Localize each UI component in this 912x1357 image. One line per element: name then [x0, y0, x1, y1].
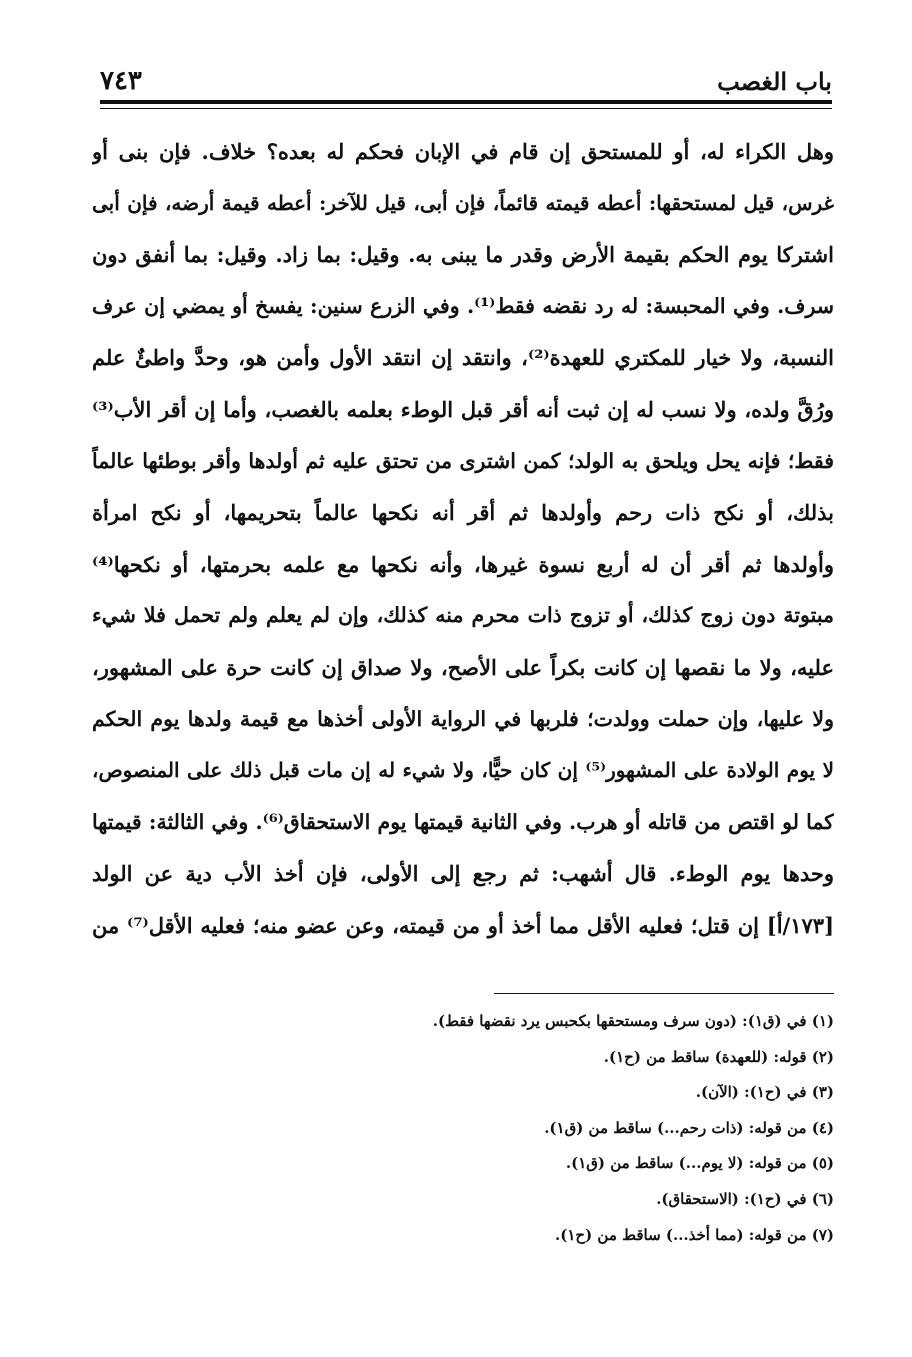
body-line: [١٧٣/أ] إن قتل؛ فعليه الأقل مما أخذ أو من قيمته، وعن عضو منه؛ فعليه الأقل⁽⁷⁾ من [92, 912, 834, 938]
body-line: عليه، ولا ما نقصها إن كانت بكراً على الأصح، ولا صداق إن كانت حرة على المشهور، [92, 654, 834, 680]
body-text [92, 126, 834, 952]
body-line: فقط؛ فإنه يحل ويلحق به الولد؛ كمن اشترى من تحتق عليه ثم أولدها وأقر بوطئها عالماً [92, 448, 834, 473]
body-line: لا يوم الولادة على المشهور⁽⁵⁾ إن كان حيًّا، ولا شيء له إن مات قبل ذلك على المنصوص، [92, 758, 834, 783]
body-line: سرف. وفي المحبسة: له رد نقضه فقط⁽¹⁾. وفي الزرع سنين: يفسخ أو يمضي إن عرف [92, 293, 834, 318]
body-line: وأولدها ثم أقر أن له أربع نسوة غيرها، وأنه نكحها مع علمه بحرمتها، أو نكحها⁽⁴⁾ [92, 551, 834, 577]
page-header [100, 56, 832, 96]
body-line: النسبة، ولا خيار للمكتري للعهدة⁽²⁾، وانتقد إن انتقد الأول وأمن هو، وحدَّ واطئٌ علم [92, 345, 834, 371]
page-number: ٧٤٣ [100, 66, 142, 96]
body-line: اشتركا يوم الحكم بقيمة الأرض وقدر ما يبنى به. وقيل: بما زاد. وقيل: بما أنفق دون [92, 242, 834, 268]
body-line: وهل الكراء له، أو للمستحق إن قام في الإبان فحكم له بعده؟ خلاف. فإن بنى أو [92, 139, 834, 164]
footnote: (٤) من قوله: (ذات رحم...) ساقط من (ق١). [544, 1118, 834, 1137]
footnote: (١) في (ق١): (دون سرف ومستحقها بكحبس يرد نقضها فقط). [432, 1012, 834, 1030]
footnote: (٧) من قوله: (مما أخذ...) ساقط من (ح١). [555, 1225, 834, 1244]
footnote-separator [494, 993, 834, 994]
footnote: (٥) من قوله: (لا يوم...) ساقط من (ق١). [565, 1154, 834, 1173]
body-line: ولا عليها، وإن حملت وولدت؛ فلربها في الرواية الأولى أخذها مع قيمة ولدها يوم الحكم [92, 706, 834, 731]
body-line: كما لو اقتص من قاتله أو هرب. وفي الثانية قيمتها يوم الاستحقاق⁽⁶⁾. وفي الثالثة: قيمتها [92, 809, 834, 834]
header-rule-thin [100, 108, 832, 109]
footnotes [300, 1004, 834, 1253]
chapter-title: باب الغصب [717, 67, 832, 96]
body-line: بذلك، أو نكح ذات رحم وأولدها ثم أقر أنه نكحها عالماً بتحريمها، أو نكح امرأة [92, 500, 834, 526]
footnote: (٦) في (ح١): (الاستحقاق). [656, 1189, 834, 1208]
body-line: غرس، قيل لمستحقها: أعطه قيمته قائماً، فإن أبى، قيل للآخر: أعطه قيمة أرضه، فإن أبى [92, 190, 834, 215]
body-line: وحدها يوم الوطء. قال أشهب: ثم رجع إلى الأولى، فإن أخذ الأب دية عن الولد [92, 861, 834, 887]
header-rule-thick [100, 100, 832, 104]
body-line: مبتوتة دون زوج كذلك، أو تزوج ذات محرم منه كذلك، وإن لم يعلم ولم تحمل فلا شيء [92, 603, 834, 628]
body-line: ورُقَّ ولده، ولا نسب له إن ثبت أنه أقر قبل الوطء بعلمه بالغصب، وأما إن أقر الأب⁽³⁾ [92, 396, 834, 422]
footnote: (٣) في (ح١): (الآن). [695, 1083, 834, 1102]
footnote: (٢) قوله: (للعهدة) ساقط من (ح١). [603, 1047, 834, 1066]
